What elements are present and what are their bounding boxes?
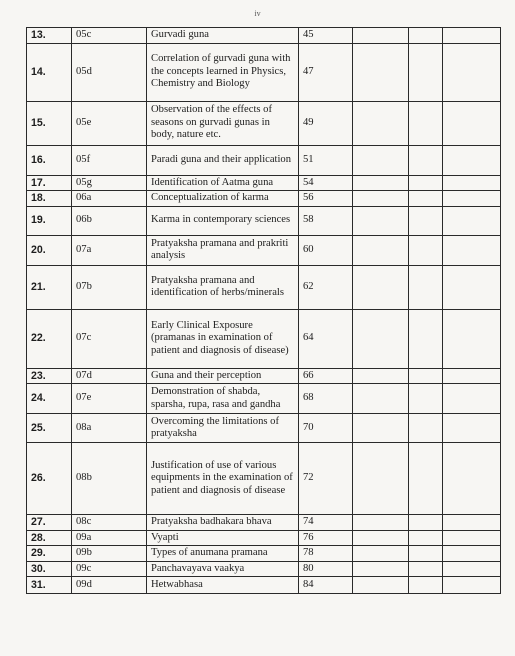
row-code: 09a [72,530,147,546]
row-code: 09d [72,577,147,594]
empty-cell [409,265,443,309]
row-page: 78 [299,546,353,562]
row-code: 08c [72,515,147,531]
table-row [27,414,501,443]
table-row [27,43,501,101]
row-number: 13. [27,28,72,44]
empty-cell [353,561,409,577]
row-code: 05d [72,43,147,101]
row-topic: Identification of Aatma guna [147,175,299,191]
empty-cell [409,577,443,594]
empty-cell [443,546,501,562]
empty-cell [353,175,409,191]
empty-cell [443,309,501,368]
table-row [27,191,501,207]
table-row [27,384,501,414]
page-number: iv [254,9,261,18]
row-page: 56 [299,191,353,207]
empty-cell [409,235,443,265]
table-row [27,145,501,175]
row-topic: Correlation of gurvadi guna with the concepts learned in Physics, Chemistry and Biology [147,43,299,101]
empty-cell [353,145,409,175]
row-page: 80 [299,561,353,577]
row-number: 16. [27,145,72,175]
row-topic: Conceptualization of karma [147,191,299,207]
empty-cell [443,561,501,577]
row-topic: Karma in contemporary sciences [147,206,299,235]
empty-cell [443,206,501,235]
row-page: 76 [299,530,353,546]
empty-cell [409,368,443,384]
row-page: 47 [299,43,353,101]
row-number: 18. [27,191,72,207]
row-topic: Paradi guna and their application [147,145,299,175]
empty-cell [443,235,501,265]
row-page: 60 [299,235,353,265]
row-page: 68 [299,384,353,414]
row-page: 84 [299,577,353,594]
empty-cell [353,43,409,101]
row-code: 05f [72,145,147,175]
empty-cell [353,28,409,44]
table-row [27,443,501,515]
empty-cell [443,530,501,546]
practical-index-table [26,27,501,594]
row-code: 07d [72,368,147,384]
empty-cell [443,43,501,101]
row-code: 08b [72,443,147,515]
empty-cell [443,368,501,384]
row-number: 26. [27,443,72,515]
row-page: 72 [299,443,353,515]
row-number: 21. [27,265,72,309]
row-page: 45 [299,28,353,44]
empty-cell [443,191,501,207]
row-number: 30. [27,561,72,577]
empty-cell [409,530,443,546]
row-topic: Types of anumana pramana [147,546,299,562]
row-number: 29. [27,546,72,562]
empty-cell [409,28,443,44]
table-row [27,546,501,562]
row-code: 09b [72,546,147,562]
row-topic: Observation of the effects of seasons on gurvadi gunas in body, nature etc. [147,101,299,145]
table-body [27,28,501,594]
empty-cell [443,145,501,175]
table-row [27,577,501,594]
empty-cell [353,546,409,562]
row-number: 19. [27,206,72,235]
empty-cell [443,384,501,414]
row-code: 07c [72,309,147,368]
row-topic: Overcoming the limitations of pratyaksha [147,414,299,443]
row-code: 06a [72,191,147,207]
empty-cell [443,101,501,145]
empty-cell [409,546,443,562]
empty-cell [353,384,409,414]
row-page: 51 [299,145,353,175]
row-code: 05c [72,28,147,44]
row-code: 07e [72,384,147,414]
empty-cell [353,577,409,594]
row-number: 14. [27,43,72,101]
table-row [27,309,501,368]
row-code: 07a [72,235,147,265]
empty-cell [409,101,443,145]
table-row [27,515,501,531]
empty-cell [353,309,409,368]
row-topic: Guna and their perception [147,368,299,384]
row-number: 24. [27,384,72,414]
row-code: 08a [72,414,147,443]
empty-cell [409,443,443,515]
row-page: 49 [299,101,353,145]
empty-cell [409,206,443,235]
row-topic: Demonstration of shabda, sparsha, rupa, rasa and gandha [147,384,299,414]
row-page: 64 [299,309,353,368]
empty-cell [353,515,409,531]
empty-cell [353,235,409,265]
table-row [27,28,501,44]
table-row [27,368,501,384]
table-row [27,235,501,265]
empty-cell [443,28,501,44]
empty-cell [353,368,409,384]
row-code: 06b [72,206,147,235]
empty-cell [443,414,501,443]
empty-cell [353,191,409,207]
row-number: 20. [27,235,72,265]
empty-cell [409,384,443,414]
row-topic: Hetwabhasa [147,577,299,594]
row-code: 05g [72,175,147,191]
table-row [27,206,501,235]
row-number: 23. [27,368,72,384]
empty-cell [443,265,501,309]
table-row [27,175,501,191]
row-page: 66 [299,368,353,384]
table-row [27,561,501,577]
row-topic: Pratyaksha pramana and identification of herbs/minerals [147,265,299,309]
table-row [27,101,501,145]
row-number: 27. [27,515,72,531]
row-page: 70 [299,414,353,443]
row-topic: Early Clinical Exposure (pramanas in examination of patient and diagnosis of disease) [147,309,299,368]
empty-cell [353,443,409,515]
empty-cell [409,561,443,577]
empty-cell [353,414,409,443]
empty-cell [409,145,443,175]
row-number: 31. [27,577,72,594]
row-code: 05e [72,101,147,145]
row-topic: Vyapti [147,530,299,546]
empty-cell [409,43,443,101]
row-topic: Gurvadi guna [147,28,299,44]
empty-cell [409,414,443,443]
empty-cell [443,175,501,191]
empty-cell [409,175,443,191]
row-page: 62 [299,265,353,309]
empty-cell [409,191,443,207]
empty-cell [353,530,409,546]
row-topic: Pratyaksha pramana and prakriti analysis [147,235,299,265]
empty-cell [409,309,443,368]
row-code: 09c [72,561,147,577]
row-number: 17. [27,175,72,191]
empty-cell [353,101,409,145]
table-row [27,530,501,546]
row-topic: Pratyaksha badhakara bhava [147,515,299,531]
empty-cell [353,206,409,235]
row-page: 58 [299,206,353,235]
empty-cell [409,515,443,531]
table-row [27,265,501,309]
empty-cell [443,443,501,515]
row-number: 22. [27,309,72,368]
row-page: 74 [299,515,353,531]
empty-cell [443,515,501,531]
row-number: 25. [27,414,72,443]
empty-cell [443,577,501,594]
row-code: 07b [72,265,147,309]
row-number: 28. [27,530,72,546]
row-number: 15. [27,101,72,145]
row-topic: Justification of use of various equipments in the examination of patient and diagnosis of disease [147,443,299,515]
row-page: 54 [299,175,353,191]
empty-cell [353,265,409,309]
row-topic: Panchavayava vaakya [147,561,299,577]
